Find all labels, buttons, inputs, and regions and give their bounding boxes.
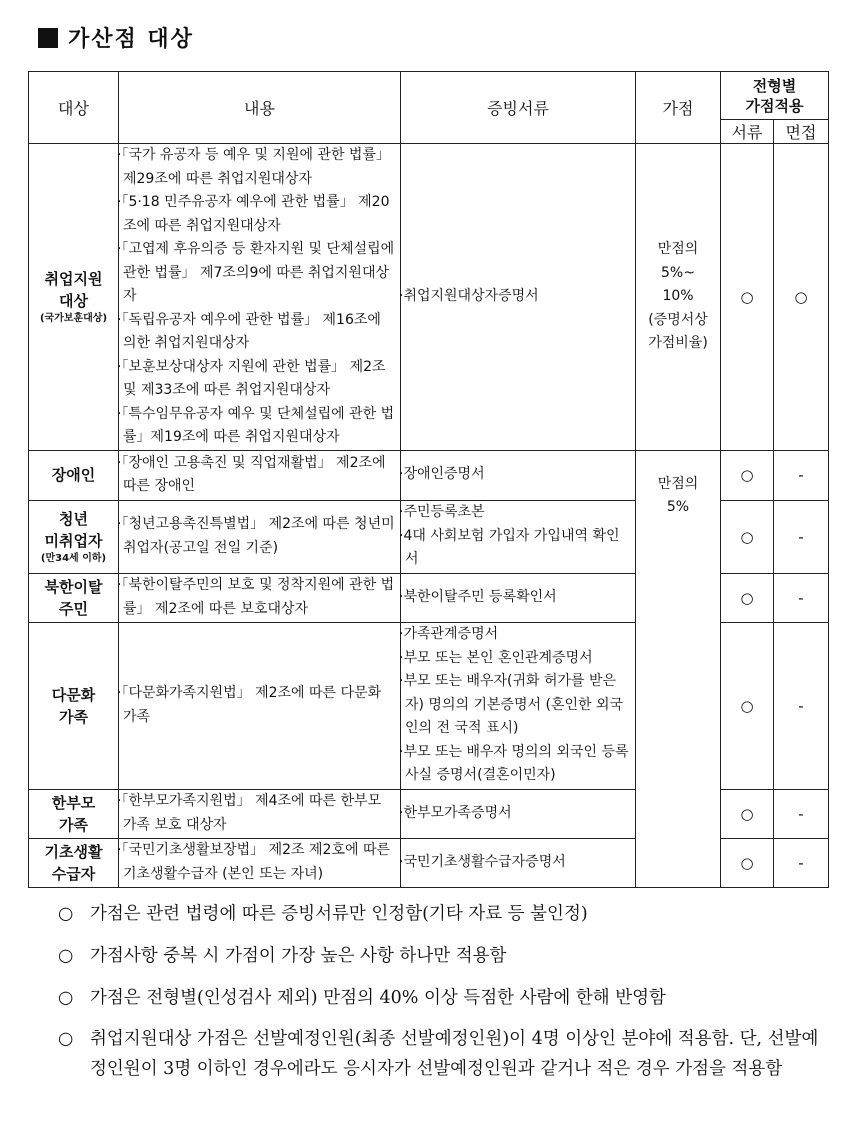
target-note: (국가보훈대상) [39, 312, 108, 324]
note-item [58, 1024, 828, 1084]
header-apply: 전형별 가점적용 [721, 72, 829, 120]
docs-mark: ○ [721, 573, 774, 622]
evidence-cell [401, 789, 636, 838]
target-cell [29, 450, 119, 500]
circle-bullet-icon: ○ [58, 988, 74, 1008]
target-label: 청년 미취업자 [44, 509, 103, 550]
header-content: 내용 [119, 72, 401, 144]
notes-list [58, 898, 828, 1094]
interview-mark: - [774, 573, 829, 622]
evidence-cell [401, 622, 636, 789]
content-item: ·「국민기초생활보장법」 제2조 제2호에 따른 기초생활수급자 (본인 또는 자녀) [117, 842, 390, 882]
content-cell [119, 622, 401, 789]
content-item: ·「보훈보상대상자 지원에 관한 법률」 제2조 및 제33조에 따른 취업지원대상자 [117, 358, 386, 398]
interview-mark: - [774, 500, 829, 573]
circle-bullet-icon: ○ [58, 946, 74, 966]
content-item: ·「청년고용촉진특별법」 제2조에 따른 청년미취업자(공고일 전일 기준) [117, 516, 395, 556]
target-cell [29, 500, 119, 573]
docs-mark: ○ [721, 622, 774, 789]
docs-mark: ○ [721, 144, 774, 451]
evidence-item: ·북한이탈주민 등록확인서 [399, 588, 557, 605]
content-cell [119, 500, 401, 573]
content-cell [119, 838, 401, 887]
docs-mark: ○ [721, 500, 774, 573]
target-note: (만34세 이하) [40, 552, 107, 564]
square-bullet-icon [38, 28, 58, 48]
table-row [29, 450, 829, 500]
interview-mark: - [774, 622, 829, 789]
docs-mark: ○ [721, 450, 774, 500]
circle-bullet-icon: ○ [58, 1029, 74, 1049]
bonus-points-table [28, 71, 829, 888]
docs-mark: ○ [721, 838, 774, 887]
section-heading [38, 22, 194, 53]
header-evidence: 증빙서류 [401, 72, 636, 144]
content-item: ·「국가 유공자 등 예우 및 지원에 관한 법률」 제29조에 따른 취업지원대상자 [117, 147, 390, 187]
note-text: 가점은 관련 법령에 따른 증빙서류만 인정함(기타 자료 등 불인정) [90, 904, 588, 924]
interview-mark: ○ [774, 144, 829, 451]
section-title: 가산점 대상 [68, 27, 194, 52]
content-item: ·「북한이탈주민의 보호 및 정착지원에 관한 법률」 제2조에 따른 보호대상자 [117, 577, 395, 617]
target-label: 취업지원 대상 [44, 269, 103, 310]
target-cell [29, 144, 119, 451]
content-item: ·「특수임무유공자 예우 및 단체설립에 관한 법률」제19조에 따른 취업지원대상자 [117, 405, 395, 445]
target-cell [29, 789, 119, 838]
evidence-item: ·취업지원대상자증명서 [399, 288, 539, 304]
header-apply-interview: 면접 [774, 120, 829, 144]
target-label: 북한이탈 주민 [44, 577, 103, 618]
docs-mark: ○ [721, 789, 774, 838]
target-cell [29, 622, 119, 789]
evidence-item: ·부모 또는 배우자 명의의 외국인 등록사실 증명서(결혼이민자) [399, 743, 629, 784]
note-item [58, 898, 828, 930]
content-item: ·「고엽제 후유의증 등 환자지원 및 단체설립에 관한 법률」 제7조의9에 따른 취업지원대상자 [117, 241, 395, 304]
note-item [58, 940, 828, 972]
evidence-item: ·장애인증명서 [399, 466, 485, 483]
bonus-cell: 만점의 5%~ 10% (증명서상 가점비율) [636, 144, 721, 451]
content-cell [119, 573, 401, 622]
evidence-cell [401, 500, 636, 573]
evidence-item: ·한부모가족증명서 [399, 804, 512, 821]
content-cell [119, 789, 401, 838]
header-row [29, 72, 829, 120]
evidence-item: ·4대 사회보험 가입자 가입내역 확인서 [399, 527, 620, 568]
interview-mark: - [774, 789, 829, 838]
note-text: 취업지원대상 가점은 선발예정인원(최종 선발예정인원)이 4명 이상인 분야에 적용함. 단, 선발예정인원이 3명 이하인 경우에라도 응시자가 선발예정인원과 같거나 적은 경우 가점을 적용함 [90, 1029, 819, 1079]
evidence-cell [401, 838, 636, 887]
evidence-item: ·부모 또는 본인 혼인관계증명서 [399, 649, 593, 666]
content-item: ·「다문화가족지원법」 제2조에 따른 다문화 가족 [117, 685, 382, 725]
target-cell [29, 838, 119, 887]
header-apply-docs: 서류 [721, 120, 774, 144]
content-cell [119, 144, 401, 451]
target-label: 다문화 가족 [51, 685, 96, 726]
evidence-item: ·부모 또는 배우자(귀화 허가를 받은 자) 명의의 기본증명서 (혼인한 외국인의 전 국적 표시) [399, 673, 624, 737]
interview-mark: - [774, 838, 829, 887]
evidence-item: ·주민등록초본 [399, 504, 485, 521]
note-text: 가점사항 중복 시 가점이 가장 높은 사항 하나만 적용함 [90, 946, 507, 966]
header-bonus: 가점 [636, 72, 721, 144]
note-text: 가점은 전형별(인성검사 제외) 만점의 40% 이상 득점한 사람에 한해 반영함 [90, 988, 666, 1008]
evidence-cell [401, 450, 636, 500]
header-target: 대상 [29, 72, 119, 144]
target-label: 장애인 [51, 466, 96, 484]
interview-mark: - [774, 450, 829, 500]
content-item: ·「한부모가족지원법」 제4조에 따른 한부모 가족 보호 대상자 [117, 793, 382, 833]
target-label: 기초생활 수급자 [44, 842, 103, 883]
content-item: ·「독립유공자 예우에 관한 법률」 제16조에 의한 취업지원대상자 [117, 311, 381, 351]
evidence-cell [401, 573, 636, 622]
evidence-item: ·가족관계증명서 [399, 626, 499, 643]
content-item: ·「5·18 민주유공자 예우에 관한 법률」 제20조에 따른 취업지원대상자 [117, 194, 390, 234]
note-item [58, 982, 828, 1014]
target-label: 한부모 가족 [51, 793, 96, 834]
shared-bonus-cell: 만점의 5% [636, 450, 721, 887]
evidence-cell [401, 144, 636, 451]
content-item: ·「장애인 고용촉진 및 직업재활법」 제2조에 따른 장애인 [117, 454, 386, 494]
target-cell [29, 573, 119, 622]
table-row [29, 144, 829, 451]
evidence-item: ·국민기초생활수급자증명서 [399, 853, 566, 870]
circle-bullet-icon: ○ [58, 904, 74, 924]
content-cell [119, 450, 401, 500]
